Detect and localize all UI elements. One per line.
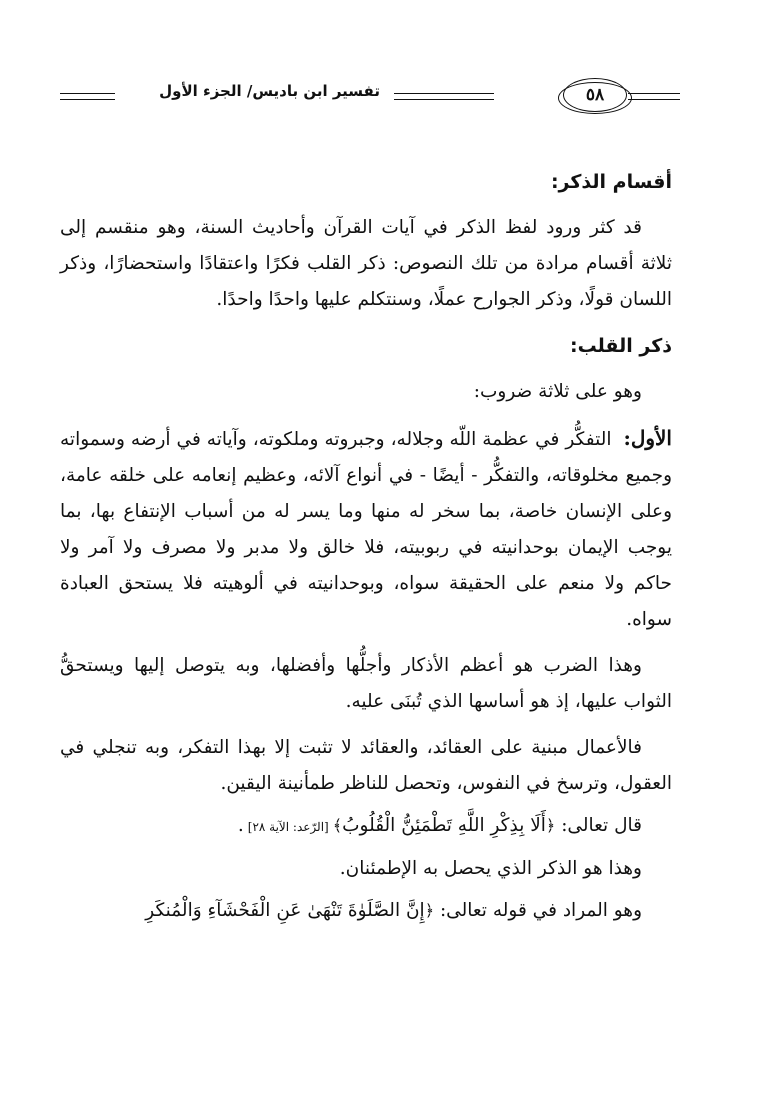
header-rule-right [628,93,680,100]
paragraph-greatest-dhikr: وهذا الضرب هو أعظم الأذكار وأجلُّها وأفضلها، وبه يتوصل إليها ويستحقُّ الثواب عليها، إذ هو أساسها الذي تُبنَى عليه. [60,655,672,712]
paragraph-dhikr-intro: قد كثر ورود لفظ الذكر في آيات القرآن وأحاديث السنة، وهو منقسم إلى ثلاثة أقسام مرادة من تلك النصوص: ذكر القلب فكرًا واعتقادًا واستحضارًا، وذكر اللسان قولًا، وذكر الجوارح عملًا، وسنتكلم عليها واحدًا واحدًا. [60,217,672,310]
paragraph-verse-salah: وهو المراد في قوله تعالى: ﴿إِنَّ الصَّلَوٰةَ تَنْهَىٰ عَنِ الْفَحْشَآءِ وَالْمُنكَرِ [145,900,642,921]
quran-verse-ankabut-45: إِنَّ الصَّلَوٰةَ تَنْهَىٰ عَنِ الْفَحْشَآءِ وَالْمُنكَرِ [145,900,425,921]
page-number: ٥٨ [563,78,627,112]
running-title: تفسير ابن باديس/ الجزء الأول [159,82,380,100]
section-heading-dhikr-types: أقسام الذكر: [550,171,672,193]
paragraph-three-kinds: وهو على ثلاثة ضروب: [473,381,642,402]
first-kind-label: الأول: [623,426,672,450]
page-body [60,160,672,929]
section-heading-heart-dhikr: ذكر القلب: [569,335,672,357]
verse-reference: [الرّعد: الآية ٢٨] [247,820,329,834]
header-rule-middle [394,93,494,100]
quran-verse-ra'd-28: أَلَا بِذِكْرِ اللَّهِ تَطْمَئِنُّ الْقُلُوبُ [342,815,546,836]
first-kind-text: التفكُّر في عظمة اللّه وجلاله، وجبروته وملكوته، وآياته في أرضه وسمواته وجميع مخلوقاته، والتفكُّر - أيضًا - في أنواع آلائه، وعظيم إنعامه على خلقه عامة، وعلى الإنسان خاصة، بما سخر له منها وما يسر له من أسباب الإنتفاع بها، بما يوجب الإيمان بوحدانيته في ربوبيته، فلا خالق ولا مدبر ولا مصرف ولا آمر ولا حاكم ولا منعم على الحقيقة سواه، وبوحدانيته في ألوهيته فلا يستحق العبادة سواه. [60,429,672,630]
paragraph-first-kind [60,420,672,638]
verse-intro: قال تعالى: [561,815,642,836]
paragraph-verse-ra'd: قال تعالى: ﴿أَلَا بِذِكْرِ اللَّهِ تَطْمَئِنُّ الْقُلُوبُ﴾[الرّعد: الآية ٢٨]. [237,815,642,836]
verse-intro-2: وهو المراد في قوله تعالى: [439,900,642,921]
header-rule-left [60,93,115,100]
running-header [60,76,680,120]
paragraph-deeds-and-beliefs: فالأعمال مبنية على العقائد، والعقائد لا تثبت إلا بهذا التفكر، وبه تنجلي في العقول، وترسخ في النفوس، وتحصل للناظر طمأنينة اليقين. [60,737,672,794]
paragraph-tranquility: وهذا هو الذكر الذي يحصل به الإطمئنان. [339,858,642,879]
